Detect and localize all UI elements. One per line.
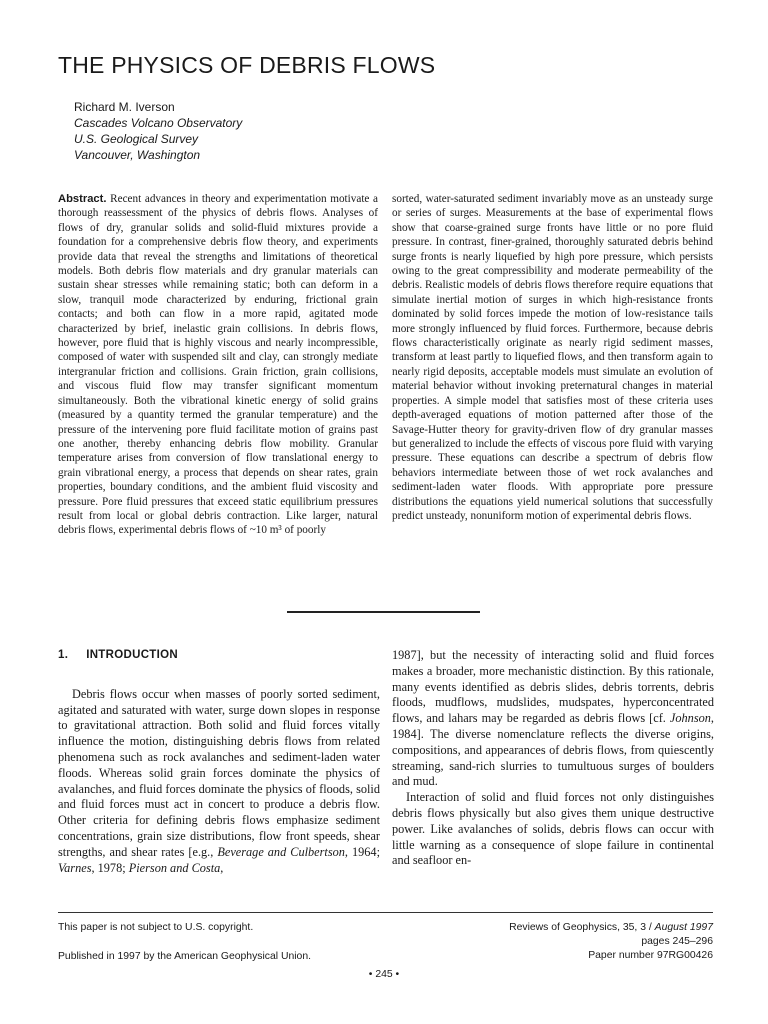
citation-year: , 1978; <box>91 860 126 875</box>
intro-paragraph <box>392 648 714 790</box>
citation: Varnes <box>58 860 92 875</box>
journal-info <box>509 921 713 963</box>
intro-text: , 1984]. The diverse nomenclature reflects the diverse origins, compositions, and appearances of debris flows, from quiescently streaming, sand-rich slurries to tumultuous surges of boulders and mud. <box>392 711 714 789</box>
page-number: • 245 • <box>368 969 400 980</box>
intro-text: 1987], but the necessity of interacting solid and fluid forces makes a broader, more mechanistic distinction. By this rationale, many events identified as debris slides, debris torrents, debris floods, mudflows, mudslides, mudspates, hyperconcentrated flows, and lahars may be regarded as debris flows [cf. <box>392 648 714 726</box>
abstract-column-left <box>58 192 378 538</box>
journal-date: August 1997 <box>654 922 713 933</box>
abstract-paragraph <box>58 192 378 538</box>
citation: Pierson and Costa <box>128 860 221 875</box>
citation: Johnson <box>669 711 711 726</box>
citation: Beverage and Culbertson <box>217 844 345 859</box>
abstract-column-right <box>392 192 713 523</box>
copyright-note: This paper is not subject to U.S. copyright. <box>58 922 254 933</box>
author-name: Richard M. Iverson <box>74 100 175 114</box>
intro-paragraph <box>58 687 380 877</box>
affiliation-line: Cascades Volcano Observatory <box>74 116 243 130</box>
publisher-note: Published in 1997 by the American Geophysical Union. <box>58 951 311 962</box>
footer-rule <box>58 912 713 913</box>
section-heading <box>58 648 380 664</box>
abstract-text-right: sorted, water-saturated sediment invariably move as an unsteady surge or series of surges. Measurements at the base of experimental flows show that coarse-grained surge fronts have little or no pore fluid pressure. In contrast, finer-grained, thoroughly saturated debris behind surge fronts is nearly liquefied by high pore pressure, which persists owing to the great compressibility and moderate permeability of the debris. Realistic models of debris flows therefore require equations that simulate inertial motion of surges in which high-resistance fronts dominated by solid forces impede the motion of low-resistance tails more strongly influenced by fluid forces. Furthermore, because debris flows characteristically originate as nearly rigid sediment masses, transform at least partly to liquefied flows, and then transform again to nearly rigid deposits, acceptable models must simulate an evolution of material behavior without invoking preternatural changes in material properties. A simple model that satisfies most of these criteria uses depth-averaged equations of motion patterned after those of the Savage-Hutter theory for gravity-driven flow of dry granular masses but generalized to include the effects of viscous pore fluid with varying pressure. These equations can describe a spectrum of debris flow behaviors intermediate between those of wet rock avalanches and sediment-laden water floods. With appropriate pore pressure distributions the equations yield numerical solutions that successfully predict unsteady, nonuniform motion of experimental debris flows. <box>392 193 713 522</box>
paper-title: THE PHYSICS OF DEBRIS FLOWS <box>58 52 436 78</box>
paper-number: Paper number 97RG00426 <box>588 950 713 961</box>
affiliation-line: U.S. Geological Survey <box>74 132 199 146</box>
author-block <box>74 99 242 163</box>
intro-text: Debris flows occur when masses of poorly sorted sediment, agitated and saturated with water, surge down slopes in response to gravitational attraction. Both solid and fluid forces vitally influence the motion, distinguishing debris flows from related phenomena such as rock avalanches and sediment-laden water floods. Whereas solid grain forces dominate the physics of avalanches, and fluid forces dominate the physics of floods, solid and fluid forces must act in concert to produce a debris flow. Other criteria for defining debris flows emphasize sediment concentrations, grain size distributions, flow front speeds, shear strengths, and shear rates [e.g., <box>58 686 380 859</box>
journal-name: Reviews of Geophysics, 35, 3 / <box>509 922 652 933</box>
section-number: 1. <box>58 649 69 661</box>
citation-year: , <box>220 860 224 875</box>
section-divider <box>287 611 480 613</box>
journal-citation <box>509 921 713 935</box>
abstract-label: Abstract. <box>58 193 107 205</box>
page-range: pages 245–296 <box>641 936 713 947</box>
intro-paragraph: Interaction of solid and fluid forces not only distinguishes debris flows physically but also gives them unique destructive power. Like avalanches of solids, debris flows can occur with little warning as a consequence of slope failure in continental and seafloor en- <box>392 790 714 868</box>
introduction-column-left <box>58 648 380 876</box>
citation-year: , 1964; <box>344 844 380 859</box>
introduction-column-right <box>392 648 714 869</box>
section-title: INTRODUCTION <box>86 649 178 661</box>
abstract-text-left: Recent advances in theory and experimentation motivate a thorough reassessment of the physics of debris flows. Analyses of flows of dry, granular solids and solid-fluid mixtures provide a foundation for a comprehensive debris flow theory, and experiments provide data that reveal the strengths and limitations of theoretical models. Both debris flow materials and dry granular materials can sustain shear stresses while remaining static; both can deform in a slow, tranquil mode characterized by enduring, frictional grain contacts; and both can flow in a more rapid, agitated mode characterized by brief, inelastic grain collisions. In debris flows, however, pore fluid that is highly viscous and nearly incompressible, composed of water with suspended silt and clay, can strongly mediate intergranular friction and collisions. Grain friction, grain collisions, and viscous fluid flow may transfer significant momentum simultaneously. Both the vibrational kinetic energy of solid grains (measured by a quantity termed the granular temperature) and the pressure of the intervening pore fluid facilitate motion of grains past one another, thereby enhancing debris flow mobility. Granular temperature arises from conversion of flow translational energy to grain vibrational energy, a process that depends on shear rates, grain properties, boundary conditions, and the ambient fluid viscosity and pressure. Pore fluid pressures that exceed static equilibrium pressures result from local or global debris contraction. Like larger, natural debris flows, experimental debris flows of ~10 m³ of poorly <box>58 193 379 537</box>
affiliation-line: Vancouver, Washington <box>74 148 201 162</box>
